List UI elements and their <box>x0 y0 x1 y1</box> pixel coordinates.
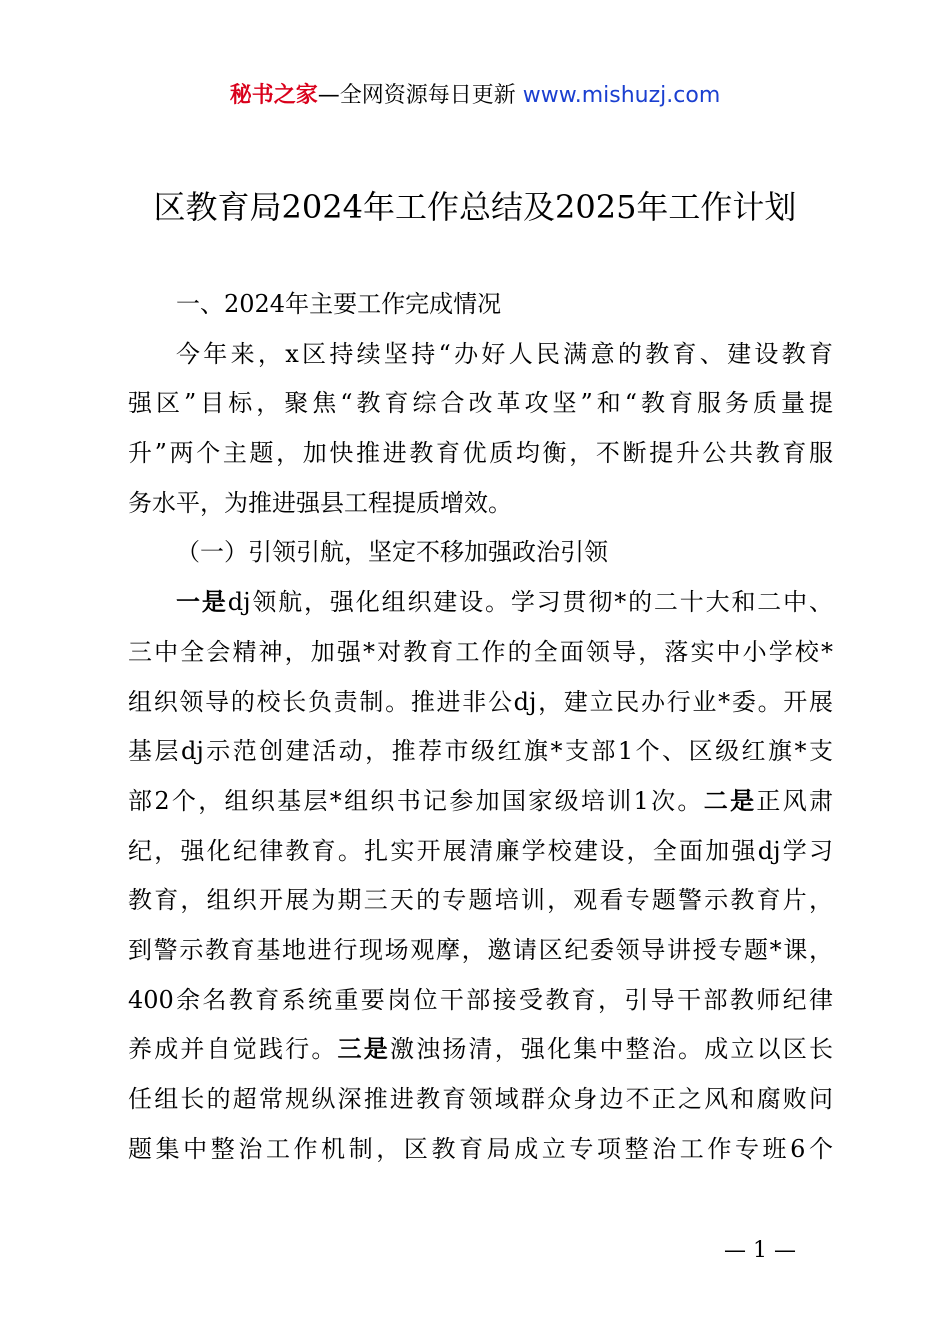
section-heading: 一、2024年主要工作完成情况 <box>176 290 502 318</box>
body-text: 正风肃 <box>756 786 834 815</box>
body-line: 强区”目标，聚焦“教育综合改革攻坚”和“教育服务质量提 <box>128 389 833 418</box>
body-line: 到警示教育基地进行现场观摩，邀请区纪委领导讲授专题*课， <box>128 935 833 964</box>
body-line: 题集中整治工作机制，区教育局成立专项整治工作专班6个 <box>128 1134 833 1163</box>
body-line: 教育，组织开展为期三天的专题培训，观看专题警示教育片， <box>128 886 833 915</box>
header-tagline: —全网资源每日更新 <box>317 83 516 108</box>
body-line: 400余名教育系统重要岗位干部接受教育，引导干部教师纪律 <box>128 985 833 1014</box>
body-line <box>128 1025 833 1075</box>
body-line: 升”两个主题，加快推进教育优质均衡，不断提升公共教育服 <box>128 439 833 468</box>
body-line <box>128 777 833 827</box>
body-line: 任组长的超常规纵深推进教育领域群众身边不正之风和腐败问 <box>128 1085 833 1113</box>
document-title: 区教育局2024年工作总结及2025年工作计划 <box>153 188 797 226</box>
body-line <box>128 578 833 628</box>
body-text: 养成并自觉践行。 <box>128 1035 338 1064</box>
subsection-heading: （一）引领引航，坚定不移加强政治引领 <box>176 538 608 567</box>
bold-label: 一是 <box>176 588 228 617</box>
site-header <box>0 80 950 112</box>
brand-name: 秘书之家 <box>229 83 318 108</box>
body-text: 部2个，组织基层*组织书记参加国家级培训1次。 <box>128 786 704 815</box>
body-line: 组织领导的校长负责制。推进非公dj，建立民办行业*委。开展 <box>128 687 833 716</box>
site-url-link[interactable]: www.mishuzj.com <box>522 83 721 108</box>
bold-label: 三是 <box>337 1035 390 1064</box>
body-line: 纪，强化纪律教育。扎实开展清廉学校建设，全面加强dj学习 <box>128 836 833 865</box>
body-line: 务水平，为推进强县工程提质增效。 <box>128 488 512 517</box>
bold-label: 二是 <box>703 786 757 815</box>
body-line: 今年来，x区持续坚持“办好人民满意的教育、建设教育 <box>176 339 833 368</box>
body-line: 基层dj示范创建活动，推荐市级红旗*支部1个、区级红旗*支 <box>128 737 833 766</box>
page-number: — 1 — <box>724 1238 796 1263</box>
body-text: 激浊扬清，强化集中整治。成立以区长 <box>389 1035 834 1064</box>
body-text: dj领航，强化组织建设。学习贯彻*的二十大和二中、 <box>227 588 833 617</box>
document-body <box>128 280 833 1174</box>
body-line: 三中全会精神，加强*对教育工作的全面领导，落实中小学校* <box>128 637 833 666</box>
